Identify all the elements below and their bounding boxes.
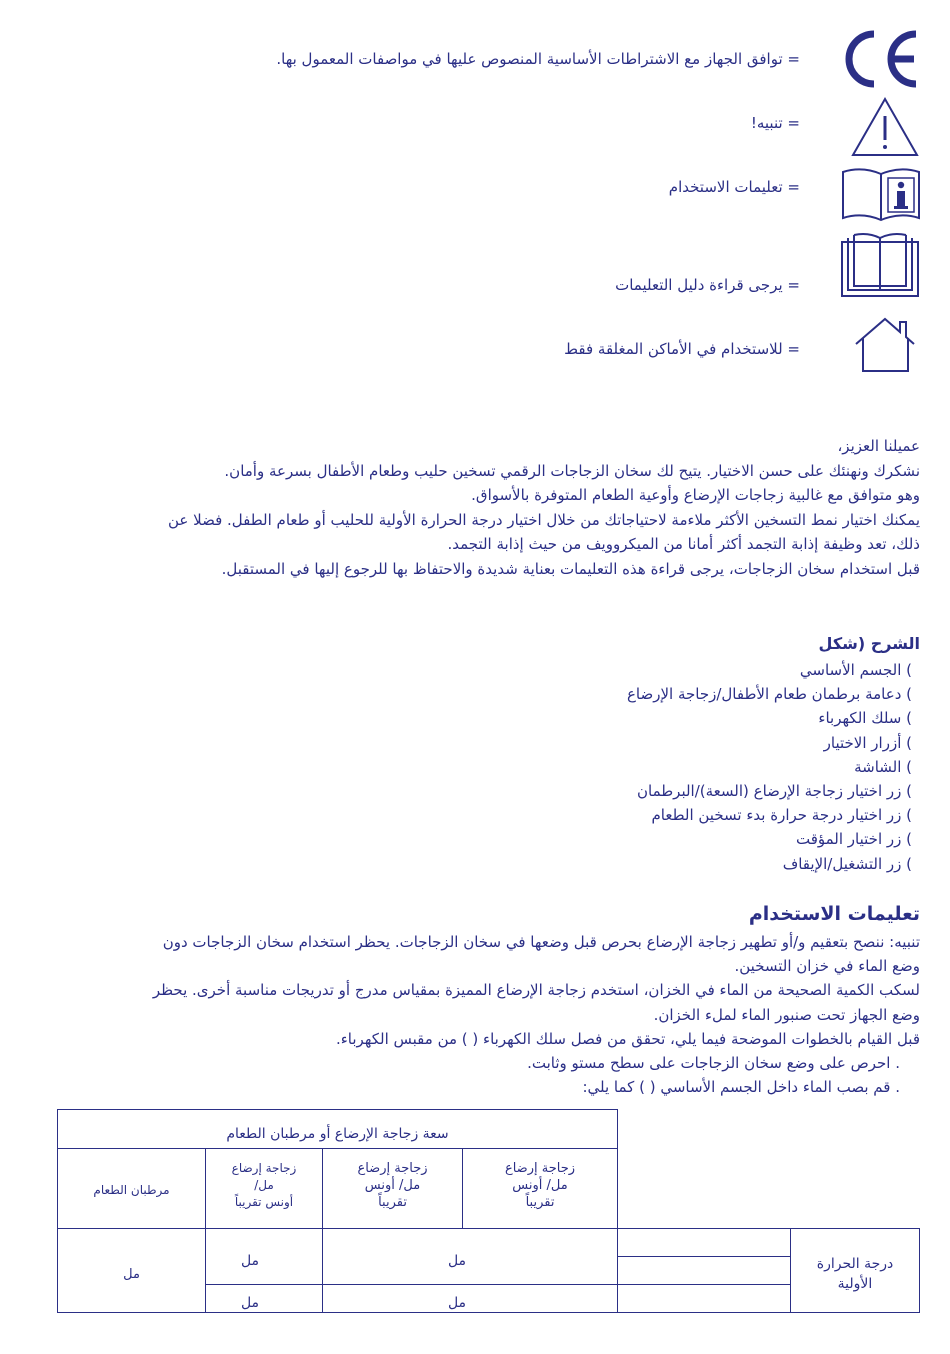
intro-line: ذلك، تعد وظيفة إذابة التجمد أكثر أمانا من الميكروويف من حيث إذابة التجمد. bbox=[447, 535, 920, 553]
description-list bbox=[627, 658, 912, 876]
instruction-line: . قم بصب الماء داخل الجسم الأساسي ( ) كما يلي: bbox=[582, 1078, 900, 1097]
list-item: ) زر اختيار زجاجة الإرضاع (السعة)/البرطمان bbox=[636, 782, 912, 801]
bottle-2-label: زجاجة إرضاع مل/ أونس تقريباً bbox=[357, 1161, 428, 1210]
list-item: ) زر التشغيل/الإيقاف bbox=[782, 854, 912, 873]
row2-small-value: مل bbox=[240, 1295, 260, 1311]
symbol-text-warning: = تنبيه! bbox=[750, 114, 800, 132]
intro-line: يمكنك اختيار نمط التسخين الأكثر ملاءمة لاحتياجاتك من خلال اختيار درجة الحرارة الأولية للحليب أو طعام الطفل. فضلا عن bbox=[167, 510, 920, 529]
symbol-text-indoor: = للاستخدام في الأماكن المغلقة فقط bbox=[564, 340, 800, 358]
symbol-text-instructions: = تعليمات الاستخدام bbox=[668, 178, 800, 196]
list-item: ) أزرار الاختيار bbox=[823, 733, 912, 752]
instructions-body bbox=[25, 930, 920, 1099]
row-label: درجة الحرارة الأولية bbox=[816, 1256, 894, 1292]
blank-cell bbox=[617, 1256, 791, 1285]
symbol-text-ce: = توافق الجهاز مع الاشتراطات الأساسية المنصوص عليها في مواصفات المعمول بها. bbox=[276, 50, 800, 68]
greeting: عميلنا العزيز، bbox=[837, 437, 920, 455]
intro-line: قبل استخدام سخان الزجاجات، يرجى قراءة هذه التعليمات بعناية شديدة والاحتفاظ بها للرجوع إليها في المستقبل. bbox=[221, 559, 920, 578]
list-item: ) دعامة برطمان طعام الأطفال/زجاجة الإرضاع bbox=[626, 685, 912, 704]
instruction-line: لسكب الكمية الصحيحة من الماء في الخزان، استخدم زجاجة الإرضاع المميزة بمقياس مدرج أو تدريجات مناسبة أخرى. يحظر bbox=[152, 981, 920, 1000]
jar-label: مرطبان الطعام bbox=[93, 1183, 170, 1197]
instruction-line: وضع الماء في خزان التسخين. bbox=[734, 957, 920, 976]
jar-value: مل bbox=[123, 1267, 140, 1282]
description-title: الشرح (شكل bbox=[818, 634, 920, 653]
instructions-title: تعليمات الاستخدام bbox=[748, 903, 920, 925]
list-item: ) زر اختيار درجة حرارة بدء تسخين الطعام bbox=[651, 806, 912, 825]
instruction-line: وضع الجهاز تحت صنبور الماء لملء الخزان. bbox=[653, 1005, 920, 1024]
instruction-line: قبل القيام بالخطوات الموضحة فيما يلي، تحقق من فصل سلك الكهرباء ( ) من مقبس الكهرباء. bbox=[335, 1029, 920, 1048]
row1-merged-value: مل bbox=[447, 1253, 467, 1269]
blank-cell bbox=[617, 1228, 791, 1257]
intro-paragraph bbox=[20, 434, 920, 581]
read-manual-icon bbox=[840, 232, 920, 298]
intro-line: وهو متوافق مع غالبية زجاجات الإرضاع وأوعية الطعام المتوفرة بالأسواق. bbox=[471, 486, 920, 504]
list-item: ) الشاشة bbox=[854, 757, 912, 776]
intro-line: نشكرك ونهنئك على حسن الاختيار. يتيح لك سخان الزجاجات الرقمي تسخين حليب وطعام الأطفال بسرعة وأمان. bbox=[224, 461, 920, 480]
ce-mark-icon bbox=[840, 28, 920, 90]
instruction-line: . احرص على وضع سخان الزجاجات على سطح مستو وثابت. bbox=[527, 1054, 900, 1073]
list-item: ) زر اختيار المؤقت bbox=[795, 830, 912, 849]
list-item: ) سلك الكهرباء bbox=[818, 709, 912, 728]
bottle-1-label: زجاجة إرضاع مل/ أونس تقريباً bbox=[504, 1161, 576, 1210]
capacity-header-label: سعة زجاجة الإرضاع أو مرطبان الطعام bbox=[226, 1126, 449, 1142]
row1-small-value: مل bbox=[240, 1253, 260, 1269]
row2-merged-value: مل bbox=[447, 1295, 467, 1311]
house-indoor-icon bbox=[852, 316, 918, 374]
warning-triangle-icon bbox=[850, 96, 920, 158]
info-book-icon bbox=[840, 166, 922, 222]
symbol-text-read-manual: = يرجى قراءة دليل التعليمات bbox=[615, 276, 800, 294]
bottle-3-label: زجاجة إرضاع مل/ أونس تقريباً bbox=[231, 1161, 297, 1209]
list-item: ) الجسم الأساسي bbox=[799, 661, 912, 679]
blank-cell bbox=[617, 1284, 791, 1313]
instruction-line: تنبيه: ننصح بتعقيم و/أو تطهير زجاجة الإرضاع بحرص قبل وضعها في سخان الزجاجات. يحظر استخدام سخان الزجاجات دون bbox=[162, 933, 920, 951]
